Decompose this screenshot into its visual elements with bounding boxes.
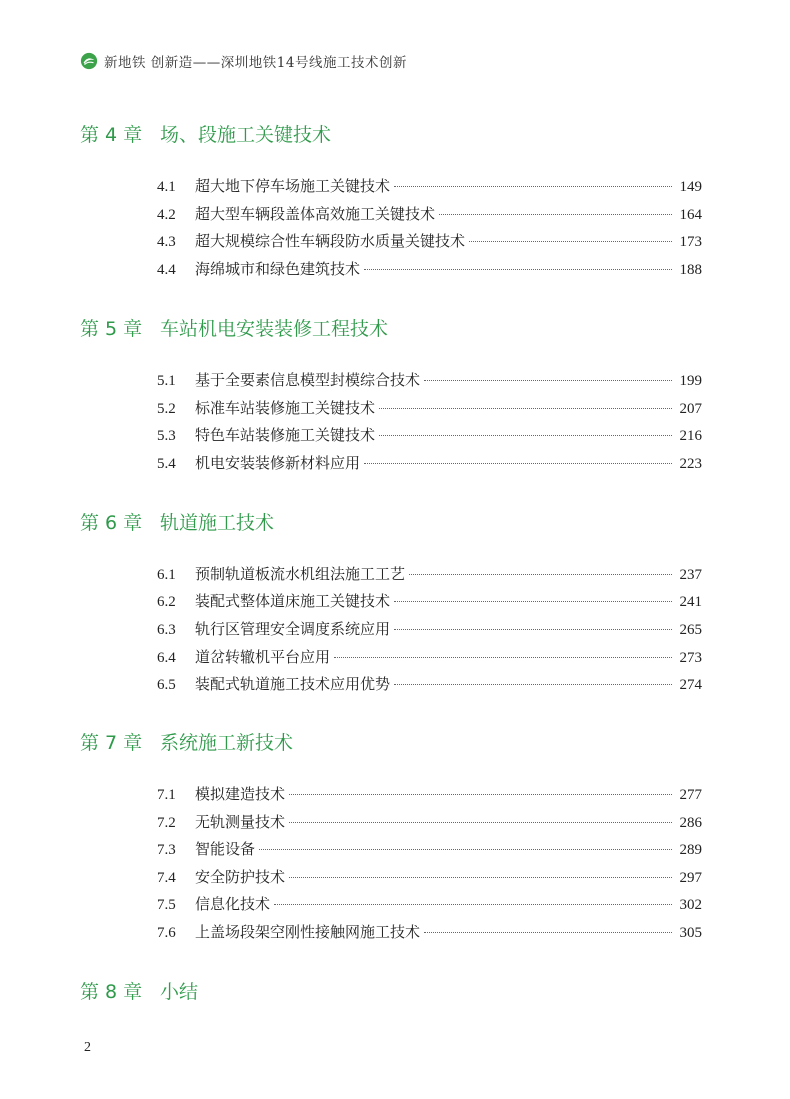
section-number: 7.6 [157, 925, 176, 941]
page-number: 2 [84, 1040, 91, 1055]
toc-entry[interactable] [157, 175, 702, 197]
section-number: 6.4 [157, 650, 176, 666]
toc-entry[interactable] [157, 811, 702, 833]
section-title: 无轨测量技术 [195, 813, 286, 831]
section-page: 302 [679, 897, 702, 913]
chapter-heading [80, 508, 274, 535]
section-page: 237 [679, 567, 702, 583]
header-title: 新地铁 创新造——深圳地铁14号线施工技术创新 [104, 55, 407, 71]
dot-leader [379, 435, 672, 436]
chapter-number: 第 8 章 [80, 981, 143, 1003]
section-title: 超大地下停车场施工关键技术 [195, 177, 391, 195]
dot-leader [424, 932, 672, 933]
section-number: 4.3 [157, 234, 176, 250]
metro-logo-icon [80, 52, 98, 70]
section-page: 305 [679, 925, 702, 941]
toc-entry[interactable] [157, 838, 702, 860]
section-number: 7.2 [157, 815, 176, 831]
section-title: 特色车站装修施工关键技术 [195, 426, 376, 444]
dot-leader [289, 877, 672, 878]
toc-entry[interactable] [157, 397, 702, 419]
toc-entry[interactable] [157, 230, 702, 252]
toc-entry[interactable] [157, 563, 702, 585]
chapter-number: 第 5 章 [80, 318, 143, 340]
chapter-title: 车站机电安装装修工程技术 [160, 318, 389, 340]
toc-entry[interactable] [157, 452, 702, 474]
toc-entry[interactable] [157, 893, 702, 915]
section-title: 基于全要素信息模型封模综合技术 [195, 371, 421, 389]
section-title: 上盖场段架空刚性接触网施工技术 [195, 923, 421, 941]
toc-entry[interactable] [157, 783, 702, 805]
section-number: 5.3 [157, 428, 176, 444]
dot-leader [364, 463, 672, 464]
dot-leader [379, 408, 672, 409]
section-page: 216 [679, 428, 702, 444]
toc-entry[interactable] [157, 673, 702, 695]
toc-entry[interactable] [157, 424, 702, 446]
section-number: 5.1 [157, 373, 176, 389]
section-title: 信息化技术 [195, 895, 271, 913]
section-number: 7.5 [157, 897, 176, 913]
section-page: 207 [679, 401, 702, 417]
toc-entry[interactable] [157, 921, 702, 943]
section-page: 277 [679, 787, 702, 803]
section-title: 模拟建造技术 [195, 785, 286, 803]
toc-entry[interactable] [157, 590, 702, 612]
section-title: 轨行区管理安全调度系统应用 [195, 620, 391, 638]
section-title: 装配式轨道施工技术应用优势 [195, 675, 391, 693]
chapter-heading [80, 120, 331, 147]
section-page: 274 [679, 677, 702, 693]
dot-leader [289, 822, 672, 823]
section-page: 173 [679, 234, 702, 250]
toc-entry[interactable] [157, 646, 702, 668]
chapter-number: 第 7 章 [80, 732, 143, 754]
dot-leader [274, 904, 672, 905]
section-number: 5.2 [157, 401, 176, 417]
section-page: 273 [679, 650, 702, 666]
section-number: 6.5 [157, 677, 176, 693]
chapter-title: 小结 [160, 981, 199, 1003]
section-page: 265 [679, 622, 702, 638]
chapter-title: 场、段施工关键技术 [160, 124, 332, 146]
section-number: 4.2 [157, 207, 176, 223]
chapter-heading [80, 314, 388, 341]
section-number: 5.4 [157, 456, 176, 472]
section-number: 7.4 [157, 870, 176, 886]
section-title: 超大型车辆段盖体高效施工关键技术 [195, 205, 436, 223]
chapter-heading [80, 977, 198, 1004]
toc-entry[interactable] [157, 618, 702, 640]
section-title: 装配式整体道床施工关键技术 [195, 592, 391, 610]
section-page: 286 [679, 815, 702, 831]
section-page: 241 [679, 594, 702, 610]
chapter-number: 第 6 章 [80, 512, 143, 534]
section-title: 安全防护技术 [195, 868, 286, 886]
dot-leader [334, 657, 672, 658]
toc-entry[interactable] [157, 203, 702, 225]
dot-leader [394, 186, 672, 187]
section-title: 智能设备 [195, 840, 256, 858]
dot-leader [469, 241, 672, 242]
section-page: 297 [679, 870, 702, 886]
section-title: 预制轨道板流水机组法施工工艺 [195, 565, 406, 583]
dot-leader [409, 574, 672, 575]
dot-leader [394, 629, 672, 630]
section-number: 7.3 [157, 842, 176, 858]
section-number: 6.2 [157, 594, 176, 610]
section-page: 289 [679, 842, 702, 858]
dot-leader [424, 380, 672, 381]
dot-leader [289, 794, 672, 795]
chapter-title: 轨道施工技术 [160, 512, 275, 534]
dot-leader [394, 684, 672, 685]
running-header [80, 50, 407, 72]
section-number: 4.4 [157, 262, 176, 278]
section-number: 7.1 [157, 787, 176, 803]
section-page: 223 [679, 456, 702, 472]
section-page: 199 [679, 373, 702, 389]
chapter-heading [80, 728, 293, 755]
dot-leader [394, 601, 672, 602]
toc-entry[interactable] [157, 369, 702, 391]
section-title: 道岔转辙机平台应用 [195, 648, 331, 666]
section-page: 149 [679, 179, 702, 195]
dot-leader [439, 214, 672, 215]
section-title: 超大规模综合性车辆段防水质量关键技术 [195, 232, 466, 250]
section-page: 188 [679, 262, 702, 278]
section-title: 标准车站装修施工关键技术 [195, 399, 376, 417]
section-number: 6.1 [157, 567, 176, 583]
section-page: 164 [679, 207, 702, 223]
section-number: 4.1 [157, 179, 176, 195]
dot-leader [259, 849, 672, 850]
section-number: 6.3 [157, 622, 176, 638]
toc-entry[interactable] [157, 258, 702, 280]
section-title: 机电安装装修新材料应用 [195, 454, 361, 472]
chapter-number: 第 4 章 [80, 124, 143, 146]
dot-leader [364, 269, 672, 270]
chapter-title: 系统施工新技术 [160, 732, 294, 754]
toc-entry[interactable] [157, 866, 702, 888]
section-title: 海绵城市和绿色建筑技术 [195, 260, 361, 278]
